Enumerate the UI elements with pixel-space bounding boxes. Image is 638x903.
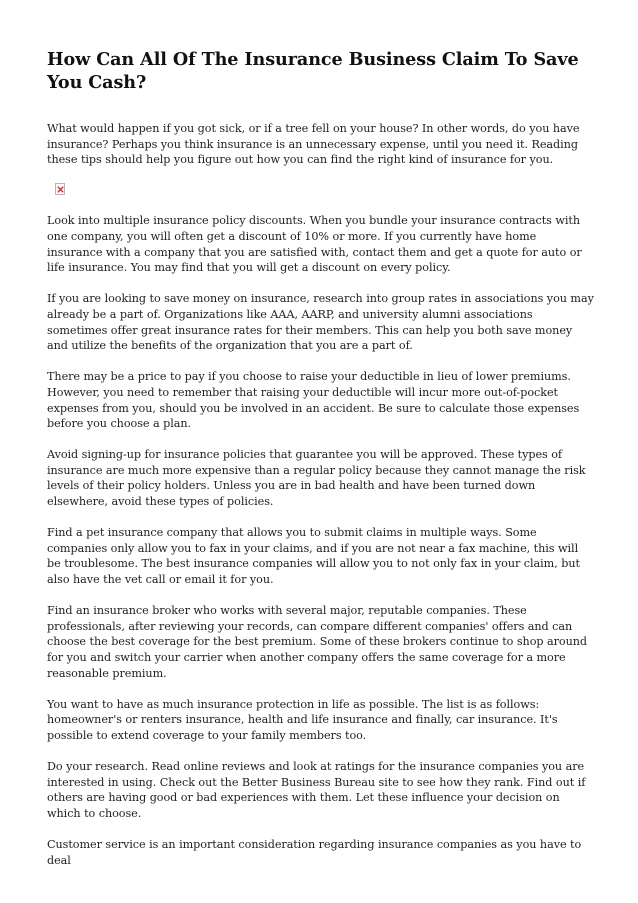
paragraph-discounts: Look into multiple insurance policy discounts. When you bundle your insurance contracts with one company, you will often get a discount of 10% or more. If you currently have home insurance with a company that you are satisfied with, contact them and get a quote for auto or life insurance. You may find that you will get a discount on every policy. xyxy=(47,214,582,275)
paragraph-intro: What would happen if you got sick, or if a tree fell on your house? In other words, do you have insurance? Perhaps you think insurance is an unnecessary expense, until you need it. Reading these tips should help you figure out how you can find the right kind of insurance for you. xyxy=(47,122,580,167)
document-title: How Can All Of The Insurance Business Claim To Save You Cash? xyxy=(47,49,579,93)
paragraph-protection: You want to have as much insurance protection in life as possible. The list is as follows: homeowner's or renters insurance, health and life insurance and finally, car insurance. It's possible to extend coverage to your family members too. xyxy=(47,697,558,742)
paragraph-deductible: There may be a price to pay if you choose to raise your deductible in lieu of lower premiums. However, you need to remember that raising your deductible will incur more out-of-pocket expenses from you, should you be involved in an accident. Be sure to calculate those expenses before you choose a plan. xyxy=(47,370,580,431)
paragraph-research: Do your research. Read online reviews and look at ratings for the insurance companies you are interested in using. Check out the Better Business Bureau site to see how they rank. Find out if others are having good or bad experiences with them. Let these influence your decision on which to choose. xyxy=(47,760,586,820)
paragraph-customer-service: Customer service is an important consideration regarding insurance companies as you have to deal xyxy=(47,838,582,867)
document-page xyxy=(47,48,595,884)
paragraph-guarantee: Avoid signing-up for insurance policies that guarantee you will be approved. These types of insurance are much more expensive than a regular policy because they cannot manage the risk levels of their policy holders. Unless you are in bad health and have been turned down elsewhere, avoid these types of policies. xyxy=(47,448,586,509)
paragraph-broker: Find an insurance broker who works with several major, reputable companies. These professionals, after reviewing your records, can compare different companies' offers and can choose the best coverage for the best premium. Some of these brokers continue to shop around for you and switch your carrier when another company offers the same coverage for a more reasonable premium. xyxy=(47,604,588,680)
paragraph-pet-insurance: Find a pet insurance company that allows you to submit claims in multiple ways. Some companies only allow you to fax in your claims, and if you are not near a fax machine, this will be troublesome. The best insurance companies will allow you to not only fax in your claim, but also have the vet call or email it for you. xyxy=(47,526,580,587)
paragraph-group-rates: If you are looking to save money on insurance, research into group rates in associations you may already be a part of. Organizations like AAA, AARP, and university alumni associations sometimes offer great insurance rates for their members. This can help you both save money and utilize the benefits of the organization that you are a part of. xyxy=(47,292,594,353)
broken-image-icon xyxy=(55,183,65,195)
